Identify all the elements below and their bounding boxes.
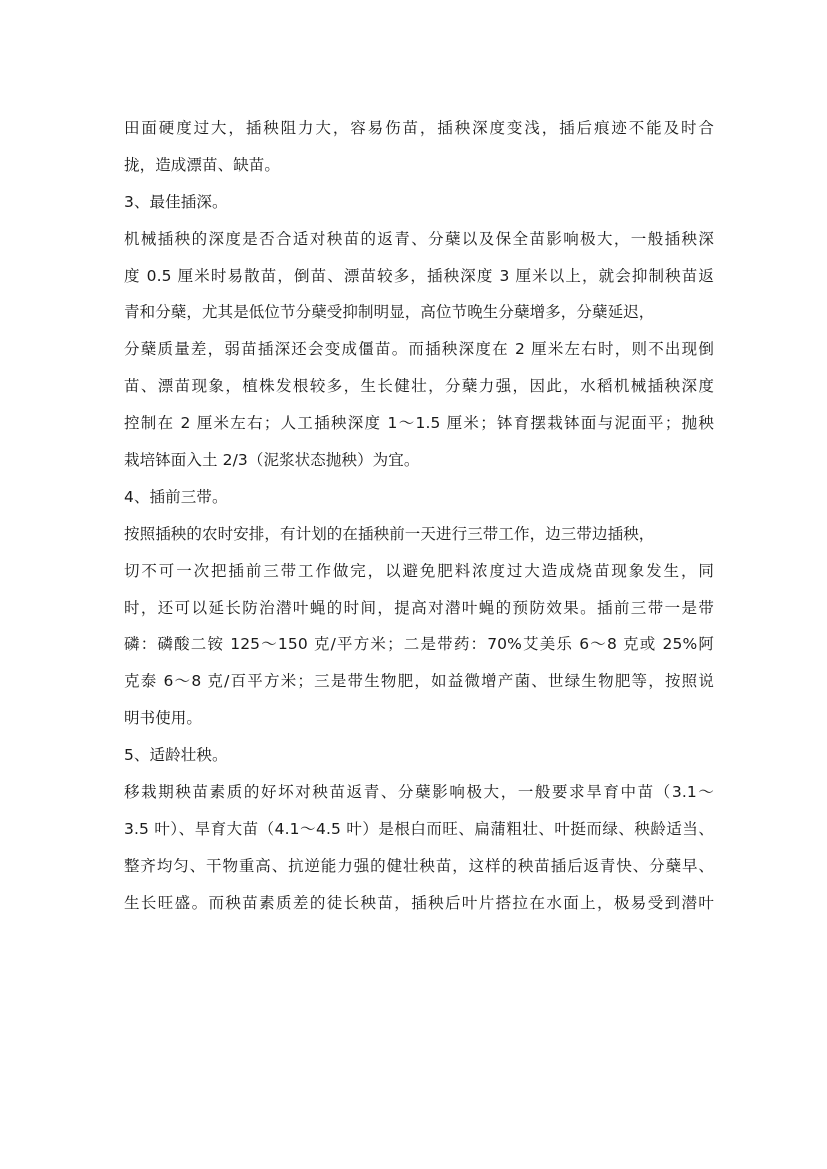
body-text: [124, 118, 714, 930]
paragraph-line: 整齐均匀、干物重高、抗逆能力强的健壮秧苗，这样的秧苗插后返青快、分蘖早、: [124, 856, 714, 875]
section-heading: 4、插前三带。: [124, 487, 228, 506]
paragraph-line: 磷：磷酸二铵 125～150 克/平方米；二是带药：70%艾美乐 6～8 克或 25%阿: [124, 635, 714, 654]
section-heading: 5、适龄壮秧。: [124, 746, 228, 765]
paragraph-line: 拢，造成漂苗、缺苗。: [124, 155, 281, 174]
paragraph-line: 机械插秧的深度是否合适对秧苗的返青、分蘖以及保全苗影响极大，一般插秧深: [124, 229, 714, 248]
paragraph-line: 控制在 2 厘米左右；人工插秧深度 1～1.5 厘米；钵育摆栽钵面与泥面平；抛秧: [124, 414, 714, 433]
paragraph-line: 按照插秧的农时安排，有计划的在插秧前一天进行三带工作，边三带边插秧，: [124, 524, 655, 543]
paragraph-line: 生长旺盛。而秧苗素质差的徒长秧苗，插秧后叶片搭拉在水面上，极易受到潜叶: [124, 893, 714, 912]
paragraph-line: 青和分蘖，尤其是低位节分蘖受抑制明显，高位节晚生分蘖增多，分蘖延迟，: [124, 303, 655, 322]
paragraph-line: 田面硬度过大，插秧阻力大，容易伤苗，插秧深度变浅，插后痕迹不能及时合: [124, 119, 714, 137]
paragraph-line: 分蘖质量差，弱苗插深还会变成僵苗。而插秧深度在 2 厘米左右时，则不出现倒: [124, 340, 714, 359]
paragraph-line: 时，还可以延长防治潜叶蝇的时间，提高对潜叶蝇的预防效果。插前三带一是带: [124, 598, 714, 617]
paragraph-line: 移栽期秧苗素质的好坏对秧苗返青、分蘖影响极大，一般要求旱育中苗（3.1～: [124, 783, 714, 802]
paragraph-line: 明书使用。: [124, 709, 203, 728]
paragraph-line: 苗、漂苗现象，植株发根较多，生长健壮，分蘖力强，因此，水稻机械插秧深度: [124, 377, 714, 396]
paragraph-line: 克泰 6～8 克/百平方米；三是带生物肥，如益微增产菌、世绿生物肥等，按照说: [124, 672, 714, 691]
paragraph-line: 3.5 叶）、旱育大苗（4.1～4.5 叶）是根白而旺、扁蒲粗壮、叶挺而绿、秧龄适当、: [124, 819, 714, 838]
paragraph-line: 切不可一次把插前三带工作做完，以避免肥料浓度过大造成烧苗现象发生，同: [124, 561, 714, 580]
paragraph-line: 度 0.5 厘米时易散苗，倒苗、漂苗较多，插秧深度 3 厘米以上，就会抑制秧苗返: [124, 266, 714, 285]
section-heading: 3、最佳插深。: [124, 192, 228, 211]
paragraph-line: 栽培钵面入土 2/3（泥浆状态抛秧）为宜。: [124, 451, 420, 470]
